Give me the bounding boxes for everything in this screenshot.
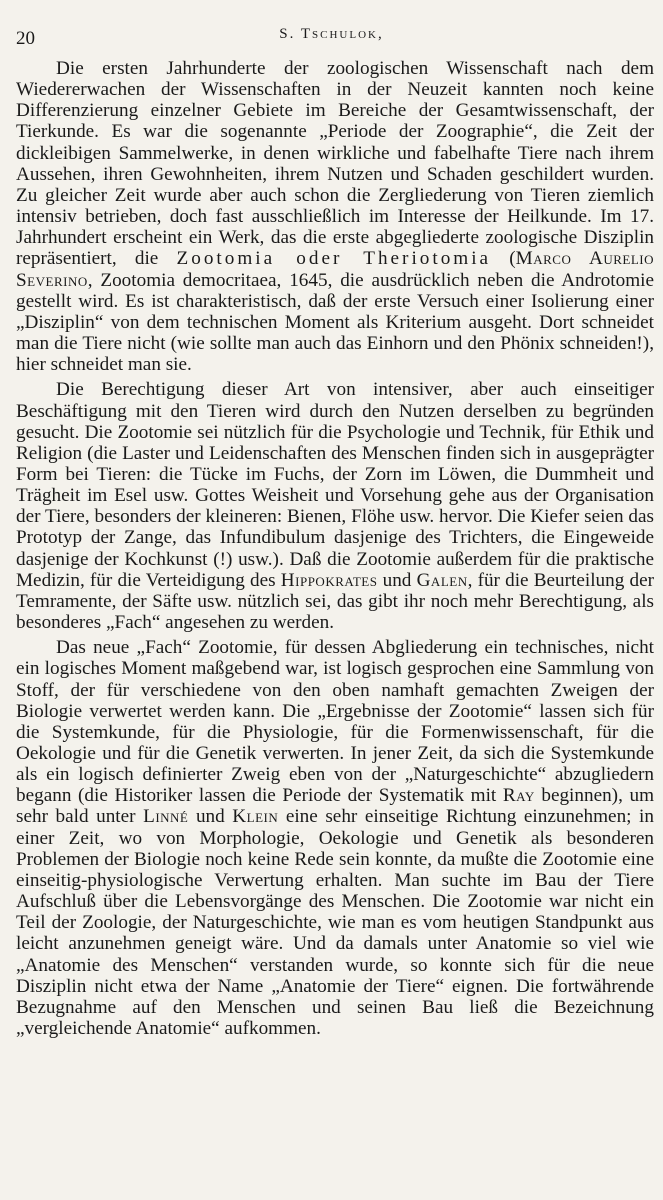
- page-number: 20: [16, 28, 35, 49]
- text-run: Die ersten Jahrhunderte der zoologischen Wissenschaft nach dem Wiedererwachen der Wissenschaften in der Neuzeit kannten noch keine Differenzierung einzelner Gebiete im Bereiche der Gesamtwissenschaft, der Tierkunde. Es war die sogenannte „Periode der Zoographie“, die Zeit der dickleibigen Sammelwerke, in denen wirkliche und fabelhafte Tiere nach ihrem Aussehen, ihren Gewohnheiten, ihrem Nutzen und Schaden geschildert wurden. Zu gleicher Zeit wurde aber auch schon die Zergliederung von Tieren ziemlich intensiv betrieben, doch fast ausschließlich im Interesse der Heilkunde. Im 17. Jahrhundert erscheint ein Werk, das die erste abgegliederte zoologische Disziplin repräsentiert, die: [16, 58, 654, 270]
- paragraph: [16, 379, 654, 633]
- paragraph: [16, 58, 654, 375]
- text-run: (: [491, 248, 516, 270]
- text-run: beginnen), um sehr bald unter: [16, 785, 654, 828]
- person-name: Galen: [416, 569, 468, 591]
- text-run: Das neue „Fach“ Zootomie, für dessen Abgliederung ein technisches, nicht ein logisches Moment maßgebend war, ist logisch gesprochen eine Sammlung von Stoff, der für verschiedene von den oben namhaft gemachten Zweigen der Biologie verwertet werden kann. Die „Ergebnisse der Zootomie“ lassen sich für die Systemkunde, für die Physiologie, für die Formenwissenschaft, für die Oekologie und für die Genetik verwerten. In jener Zeit, da sich die Systemkunde als ein logisch definierter Zweig eben von der „Naturgeschichte“ abzugliedern begann (die Historiker lassen die Periode der Systematik mit: [16, 637, 654, 807]
- running-title: S. Tschulok,: [279, 26, 384, 42]
- person-name: Hippokrates: [280, 569, 378, 591]
- person-name: Linné: [143, 806, 189, 828]
- text-run: Die Berechtigung dieser Art von intensiver, aber auch einseitiger Beschäftigung mit den Tieren wird durch den Nutzen derselben zu begründen gesucht. Die Zootomie sei nützlich für die Psychologie und Technik, für Ethik und Religion (die Laster und Leidenschaften des Menschen finden sich in ausgeprägter Form bei Tieren: die Tücke im Fuchs, der Zorn im Löwen, die Dummheit und Trägheit im Esel usw. Gottes Weisheit und Vorsehung gehe aus der Organisation der Tiere, besonders der kleineren: Bienen, Flöhe usw. hervor. Die Kiefer seien das Prototyp der Zange, das Infundibulum dasjenige des Trichters, die Eingeweide dasjenige der Kochkunst (!) usw.). Daß die Zootomie außerdem für die praktische Medizin, für die Verteidigung des: [16, 379, 654, 591]
- person-name: Ray: [502, 785, 535, 807]
- text-run: eine sehr einseitige Richtung einzunehmen; in einer Zeit, wo von Morphologie, Oekologie und Genetik als besonderen Problemen der Biologie noch keine Rede sein konnte, da mußte die Zootomie eine einseitig-physiologische Verwertung erhalten. Man suchte im Bau der Tiere Aufschluß über die Lebensvorgänge des Menschen. Die Zootomie war nicht ein Teil der Zoologie, der Naturgeschichte, wie man es vom heutigen Standpunkt aus leicht anzunehmen geneigt wäre. Und da damals unter Anatomie so viel wie „Anatomie des Menschen“ verstanden wurde, so konnte sich für die neue Disziplin nicht etwa der Name „Anatomie der Tiere“ eignen. Die fortwährende Bezugnahme auf den Menschen und seinen Bau ließ die Bezeichnung „vergleichende Anatomie“ aufkommen.: [16, 806, 654, 1040]
- text-run: , Zootomia democritaea, 1645, die ausdrücklich neben die Androtomie gestellt wird. Es ist charakteristisch, daß der erste Versuch einer Isolierung einer „Disziplin“ von dem technischen Moment als Kriterium ausgeht. Dort schneidet man die Tiere nicht (wie sollte man auch das Einhorn und den Phönix schneiden!), hier schneidet man sie.: [16, 269, 654, 376]
- running-head: [0, 22, 663, 48]
- text-run: und: [377, 569, 417, 591]
- text-run: , für die Beurteilung der Temramente, der Säfte usw. nützlich sei, das gibt ihr noch mehr Berechtigung, als besonderes „Fach“ angesehen zu werden.: [16, 569, 654, 634]
- emphasized-term: Zootomia oder Theriotomia: [176, 248, 492, 270]
- paragraph: [16, 637, 654, 1039]
- person-name: Klein: [232, 806, 279, 828]
- body-text: [16, 58, 654, 1039]
- text-run: und: [188, 806, 233, 828]
- person-name: Marco Aurelio Severino: [16, 248, 654, 291]
